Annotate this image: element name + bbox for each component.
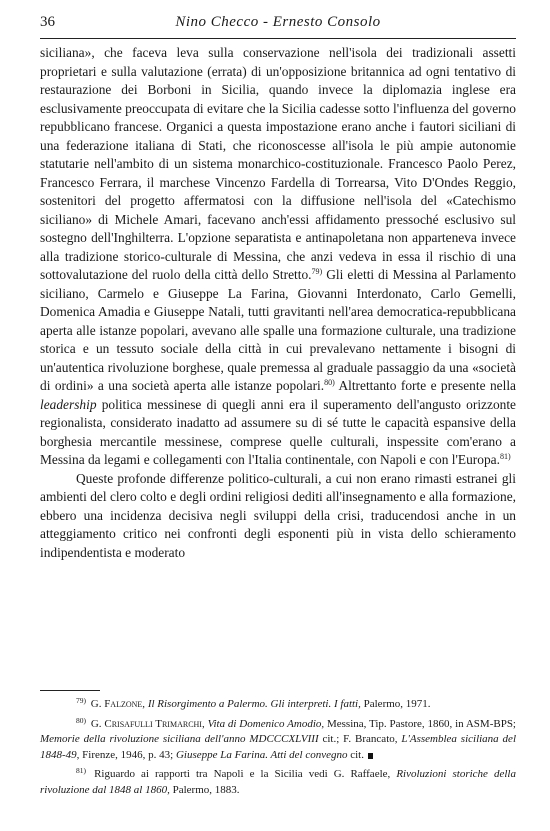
paragraph-1 [40,44,516,470]
footnote-79 [40,697,516,713]
paragraph-1-text-d: politica messinese di quegli anni era il superamento dell'angusto orizzonte regionalista, considerato inadatto ad assumere su di sé tutte le capacità espansive della borghesia mercantile messinese, comprese quelle culturali, inspessite com'erano a Messina da legami e collegamenti con l'Italia continentale, con Napoli e con l'Europa. [40,396,516,467]
footnote-80-part4: Firenze, 1946, p. 43; [79,748,176,761]
paragraph-1-text-c: Altrettanto forte e presente nella [334,378,516,393]
footnote-80-part2: Messina, Tip. Pastore, 1860, in ASM-BPS; [324,717,516,730]
header-rule [40,38,516,39]
footnote-80-part5: cit. [347,748,364,761]
footnote-81 [40,767,516,798]
page-number: 36 [40,14,55,30]
paragraph-1-text-a: siciliana», che faceva leva sulla conservazione nell'isola dei tradizionali assetti proprietari e sulla valutazione (errata) di un'opposizione britannica ad ogni tentativo di restaurazione dei Borboni in Sicilia, quando invece la diplomazia inglese era esclusivamente preoccupata di evitare che la Sicilia cadesse sotto l'influenza del governo repubblicano francese. Organici a questa impostazione erano anche i fautori siciliani di una federazione italiana di Stati, che riconoscesse all'isola le più ampie autonomie statutarie nell'ambito di un sistema monarchico-costituzionale. Francesco Paolo Perez, Francesco Ferrara, il marchese Vincenzo Fardella di Torrearsa, Vito D'Ondes Reggio, sostenitori del progetto affermatosi con la diffusione nell'isola del «Catechismo siciliano» di Michele Amari, facevano anch'essi affidamento pressoché esclusivo sul sostegno dell'Inghilterra. L'opzione separatista e antinapoletana non apparteneva invece alla tradizione storico-culturale di Messina, che anzi vedeva in essa il rischio di una sottovalutazione del ruolo della città dello Stretto. [40,45,516,282]
scan-artifact-mark [368,753,373,759]
footnote-80-title2: Memorie della rivoluzione siciliana dell'anno MDCCCXLVIII [40,733,319,745]
footnote-mark-81: 81) [76,766,86,775]
footnote-rule [40,690,100,691]
footnote-79-author: G. Falzone, [90,698,146,710]
footnote-80-title: Vita di Domenico Amodio, [207,717,325,730]
body-text [40,44,516,562]
footnote-79-rest: Palermo, 1971. [360,698,431,710]
footnote-ref-81: 81) [499,452,511,461]
footnotes [40,697,516,802]
footnote-81-rest: Palermo, 1883. [169,783,240,796]
footnote-81-title: Rivoluzioni storiche della rivoluzione dal 1848 al 1860, [40,768,516,796]
footnote-80-part3: cit.; F. Brancato, [318,733,402,745]
footnote-mark-79: 79) [76,696,86,705]
footnote-ref-80: 80) [324,378,335,387]
footnote-ref-79: 79) [311,267,323,276]
footnote-80-title3: L'Assemblea siciliana del 1848-49, [40,733,516,761]
footnote-80-author: G. Crisafulli Trimarchi, [90,717,205,730]
paragraph-1-italic-word: leadership [40,396,97,412]
footnote-80-title4: Giuseppe La Farina. Atti del convegno [175,748,348,761]
footnote-80 [40,717,516,764]
footnote-mark-80: 80) [76,715,86,725]
paragraph-2: Queste profonde differenze politico-culturali, a cui non erano rimasti estranei gli ambienti del clero colto e degli ordini religiosi dediti all'insegnamento e alla formazione, ebbero una incidenza decisiva negli sviluppi della crisi, traducendosi anche in un atteggiamento critico nei confronti degli esponenti più in vista dello schieramento indipendentista e moderato [40,470,516,560]
footnote-81-text: Riguardo ai rapporti tra Napoli e la Sicilia vedi G. Raffaele, [94,768,397,780]
paragraph-1-text-b: Gli eletti di Messina al Parlamento siciliano, Carmelo e Giuseppe La Farina, Giovanni Interdonato, Carlo Gemelli, Domenica Amadia e Giuseppe Natali, tutti gravitanti nell'area democratica-repubblicana aperta alle istanze popolari, avevano alle spalle una formazione culturale, una tradizione storica e un tessuto sociale della città in cui prevalevano nettamente i bisogni di un'autentica rivoluzione borghese, quale premessa al graduale passaggio da una «società di ordini» a una società aperta alle istanze popolari. [40,267,516,393]
footnote-79-title: Il Risorgimento a Palermo. Gli interpreti. I fatti, [147,698,361,710]
page-header [40,14,516,36]
running-head: Nino Checco - Ernesto Consolo [175,14,381,30]
